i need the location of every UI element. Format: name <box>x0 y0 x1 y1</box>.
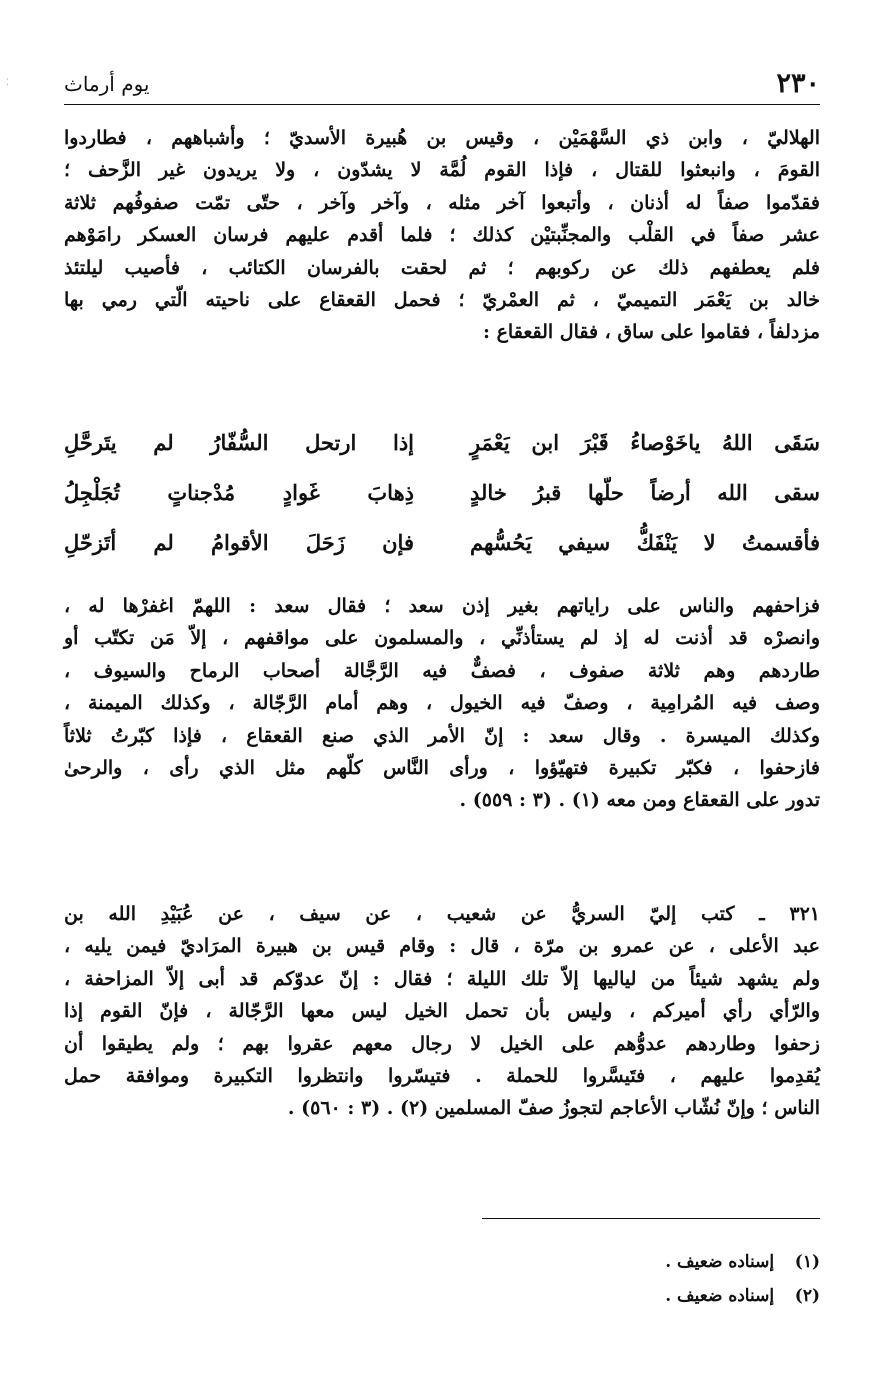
footnote-text: إسناده ضعيف . <box>665 1286 775 1306</box>
text-line: والرّأي رأي أميركم ، وليس بأن تحمل الخيل ليس معها الرَّجّالة ، فإنّ القوم إذا <box>64 1000 820 1023</box>
poem-verse <box>64 474 820 524</box>
text-line: فازحفوا ، فكبّر تكبيرة فتهيّؤوا ، ورأى النَّاس كلّهم مثل الذي رأى ، والرحىٰ <box>64 757 820 780</box>
header-rule <box>64 104 820 105</box>
text-line: يُقدِموا عليهم ، فتَيسَّروا للحملة . فتيسّروا وانتظروا التكبيرة وموافقة حمل <box>64 1065 820 1088</box>
text-line: عشر صفاً في القلْب والمجنِّبتيْن كذلك ؛ فلما أقدم عليهم فرسان العسكر رامَوْهم <box>64 224 820 247</box>
page-header <box>64 66 820 106</box>
poem-hemistich-second: إذا ارتحل السُّفّارُ لم يتَرحَّلِ <box>64 430 414 455</box>
page-number: ٢٣٠ <box>776 68 820 99</box>
text-line: فقدّموا صفاً له أذنان ، وأتبعوا آخر مثله ، وآخر وآخر ، حتّى تمّت صفوفُهم ثلاثة <box>64 191 820 214</box>
text-line: ولم يشهد شيئاً من لياليها إلاّ تلك الليلة ؛ فقال : إنّ عدوّكم قد أبى إلاّ المزاحفة ، <box>64 967 820 990</box>
text-line: تدور على القعقاع ومن معه (١) . (٣ : ٥٥٩) . <box>459 789 820 812</box>
footnote-text: إسناده ضعيف . <box>665 1252 775 1272</box>
poem-hemistich-first: سَقَى اللهُ ياخَوْصاءُ قَبْرَ ابن يَعْمَرٍ <box>470 430 820 455</box>
poem-verse <box>64 524 820 574</box>
text-line: ٣٢١ ـ كتب إليّ السريُّ عن شعيب ، عن سيف ، عن عُبَيْدِ الله بن <box>64 903 820 925</box>
paragraph-2 <box>64 590 820 817</box>
poem <box>64 424 820 574</box>
text-line: خالد بن يَعْمَر التميميّ ، ثم العمْريّ ؛ فحمل القعقاع على ناحيته الّتي رمي بها <box>64 289 820 312</box>
footnote <box>320 1245 820 1279</box>
text-line: فزاحفهم والناس على راياتهم بغير إذن سعد ؛ فقال سعد : اللهمّ اغفرْها له ، <box>64 595 820 617</box>
footnote-marker: (١) <box>794 1252 820 1272</box>
text-line: مزدلفاً ، فقاموا على ساق ، فقال القعقاع : <box>482 321 820 344</box>
poem-hemistich-second: ذِهابَ غَوادٍ مُدْجناتٍ تُجَلْجِلُ <box>64 480 414 505</box>
footnote-marker: (٢) <box>794 1286 820 1306</box>
footnote <box>320 1279 820 1313</box>
scan-corner-mark: ⁚ <box>6 78 9 88</box>
text-line: الهلاليّ ، وابن ذي السَّهْمَيْن ، وقيس بن هُبيرة الأسديّ ؛ وأشباههم ، فطاردوا <box>64 127 820 149</box>
text-line: وصف فيه المُرامِية ، وصفّ فيه الخيول ، وهم أمام الرَّجّالة ، وكذلك الميمنة ، <box>64 692 820 715</box>
text-line: عبد الأعلى ، عن عمرو بن مرّة ، قال : وقام قيس بن هبيرة المرَاديّ فيمن يليه ، <box>64 935 820 958</box>
poem-verse <box>64 424 820 474</box>
text-line: الناس ؛ وإنّ نُشّاب الأعاجم لتجوزُ صفّ المسلمين (٢) . (٣ : ٥٦٠) . <box>287 1097 820 1120</box>
text-line: وكذلك الميسرة . وقال سعد : إنّ الأمر الذي صنع القعقاع ، فإذا كبّرتُ ثلاثاً <box>64 724 820 747</box>
footnote-separator <box>482 1218 820 1219</box>
text-line: طاردهم وهم ثلاثة صفوف ، فصفٌّ فيه الرَّجَّالة أصحاب الرماح والسيوف ، <box>64 659 820 682</box>
text-line: وانصرْه قد أذنت له إذ لم يستأذنِّي ، والمسلمون على مواقفهم ، إلاّ مَن تكتّب أو <box>64 627 820 650</box>
text-line: فلم يعطفهم ذلك عن ركوبهم ؛ ثم لحقت بالفرسان الكتائب ، فأصيب ليلتئذ <box>64 256 820 279</box>
paragraph-3 <box>64 898 820 1125</box>
running-title: يوم أرماث <box>64 72 150 96</box>
poem-hemistich-second: فإن زَحَلَ الأقوامُ لم أتَزحّلِ <box>64 530 414 555</box>
poem-hemistich-first: سقى الله أرضاً حلّها قبرُ خالدٍ <box>470 480 820 505</box>
paragraph-1 <box>64 122 820 349</box>
text-line: زحفوا وطاردهم عدوُّهم على الخيل لا رجال معهم عقروا بهم ؛ ولم يطيقوا أن <box>64 1032 820 1055</box>
text-line: القومَ ، وانبعثوا للقتال ، فإذا القوم لُمَّة لا يشدّون ، ولا يريدون غير الزَّحف ؛ <box>64 159 820 182</box>
poem-hemistich-first: فأقسمتُ لا يَنْفَكُّ سيفي يَحُسُّهم <box>470 530 820 555</box>
footnotes <box>320 1245 820 1313</box>
